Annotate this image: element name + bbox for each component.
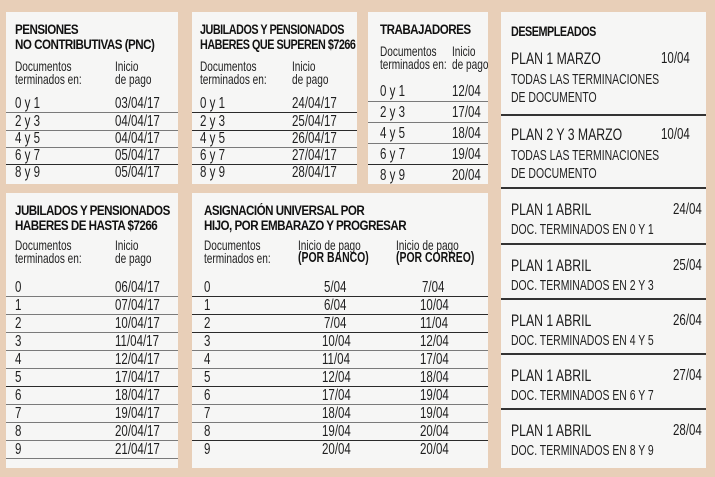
panel-title: JUBILADOS Y PENSIONADOS HABERES DE HASTA $7266	[15, 203, 170, 233]
panel-title: PENSIONES NO CONTRIBUTIVAS (PNC)	[15, 22, 155, 52]
table-row: 2 y 3 25/04/17	[192, 113, 357, 131]
table-row: 4 y 5 18/04	[368, 123, 488, 144]
panel-trabajadores	[368, 12, 488, 184]
column-header-payment-start: Inicio de pago	[292, 58, 329, 87]
panel-jubilados-haberes-superen	[192, 12, 357, 184]
column-header-payment-start: Inicio de pago	[115, 58, 152, 87]
table-row: 6 18/04/17	[6, 387, 178, 405]
table-row: 3 10/04 12/04	[192, 333, 488, 351]
column-header-payment-start: Inicio de pago	[115, 237, 152, 266]
table-row: 8 y 9 28/04/17	[200, 164, 337, 181]
column-header-documents: Documentos terminados en:	[204, 237, 271, 266]
table-row: 3 11/04/17	[6, 333, 178, 351]
column-header-bank-payment: Inicio de pago (POR BANCO)	[298, 237, 369, 266]
table-row: 8 19/04 20/04	[192, 423, 488, 441]
table-row: 2 y 3 17/04	[368, 102, 488, 123]
table-row: 6 y 7 05/04/17	[6, 147, 178, 165]
table-row: 4 y 5 26/04/17	[192, 130, 357, 148]
table-row: 6 y 7 27/04/17	[192, 147, 357, 165]
panel-jubilados-haberes-hasta	[6, 193, 178, 468]
desempleados-block: PLAN 1 MARZO 10/04 TODAS LAS TERMINACIONES DE DOCUMENTO	[501, 12, 706, 116]
table-row: 1 07/04/17	[6, 297, 178, 315]
table-row: 0 5/04 7/04	[192, 279, 488, 297]
table-row: 2 7/04 11/04	[192, 315, 488, 333]
table-row: 8 20/04/17	[6, 423, 178, 441]
table-row: 0 y 1 24/04/17	[192, 95, 357, 113]
table-row: 0 06/04/17	[6, 279, 178, 297]
panel-title: TRABAJADORES	[380, 22, 471, 37]
table-row: 6 17/04 19/04	[192, 387, 488, 405]
panel-asignacion-universal	[192, 193, 488, 468]
desempleados-block: PLAN 1 ABRIL 27/04 DOC. TERMINADOS EN 6 Y 7	[501, 355, 706, 410]
column-header-mail-payment: Inicio de pago (POR CORREO)	[396, 237, 475, 266]
desempleados-block: PLAN 2 Y 3 MARZO 10/04 TODAS LAS TERMINACIONES DE DOCUMENTO	[501, 116, 706, 189]
table-row: 7 18/04 19/04	[192, 405, 488, 423]
panel-pensiones-no-contributivas	[6, 12, 178, 184]
table-row: 7 19/04/17	[6, 405, 178, 423]
table-row: 8 y 9 05/04/17	[15, 164, 160, 181]
panel-title: DESEMPLEADOS	[511, 24, 596, 39]
desempleados-block: PLAN 1 ABRIL 24/04 DOC. TERMINADOS EN 0 Y 1	[501, 189, 706, 245]
table-row: 1 6/04 10/04	[192, 297, 488, 315]
column-header-documents: Documentos terminados en:	[15, 237, 82, 266]
desempleados-block: PLAN 1 ABRIL 26/04 DOC. TERMINADOS EN 4 Y 5	[501, 300, 706, 355]
desempleados-block: PLAN 1 ABRIL 28/04 DOC. TERMINADOS EN 8 Y 9	[511, 421, 702, 459]
table-row: 0 y 1 03/04/17	[6, 95, 178, 113]
desempleados-block: PLAN 1 ABRIL 25/04 DOC. TERMINADOS EN 2 Y 3	[501, 245, 706, 300]
table-row: 8 y 9 20/04	[380, 167, 481, 184]
panel-desempleados	[501, 12, 706, 468]
table-row: 4 y 5 04/04/17	[6, 130, 178, 148]
column-header-payment-start: Inicio de pago	[452, 43, 489, 72]
column-header-documents: Documentos terminados en:	[200, 58, 267, 87]
table-row: 4 12/04/17	[6, 351, 178, 369]
table-row: 0 y 1 12/04	[368, 81, 488, 102]
panel-title: ASIGNACIÓN UNIVERSAL POR HIJO, POR EMBARAZO Y PROGRESAR	[204, 203, 407, 233]
column-header-documents: Documentos terminados en:	[380, 43, 447, 72]
table-row: 6 y 7 19/04	[368, 144, 488, 165]
table-row: 4 11/04 17/04	[192, 351, 488, 369]
table-row: 2 10/04/17	[6, 315, 178, 333]
table-row: 5 17/04/17	[6, 369, 178, 387]
table-row: 9 20/04 20/04	[204, 441, 449, 458]
table-row: 9 21/04/17	[6, 441, 178, 459]
panel-title: JUBILADOS Y PENSIONADOS HABERES QUE SUPEREN $7266	[200, 22, 356, 52]
table-row: 5 12/04 18/04	[192, 369, 488, 387]
table-row: 2 y 3 04/04/17	[6, 113, 178, 131]
column-header-documents: Documentos terminados en:	[15, 58, 82, 87]
